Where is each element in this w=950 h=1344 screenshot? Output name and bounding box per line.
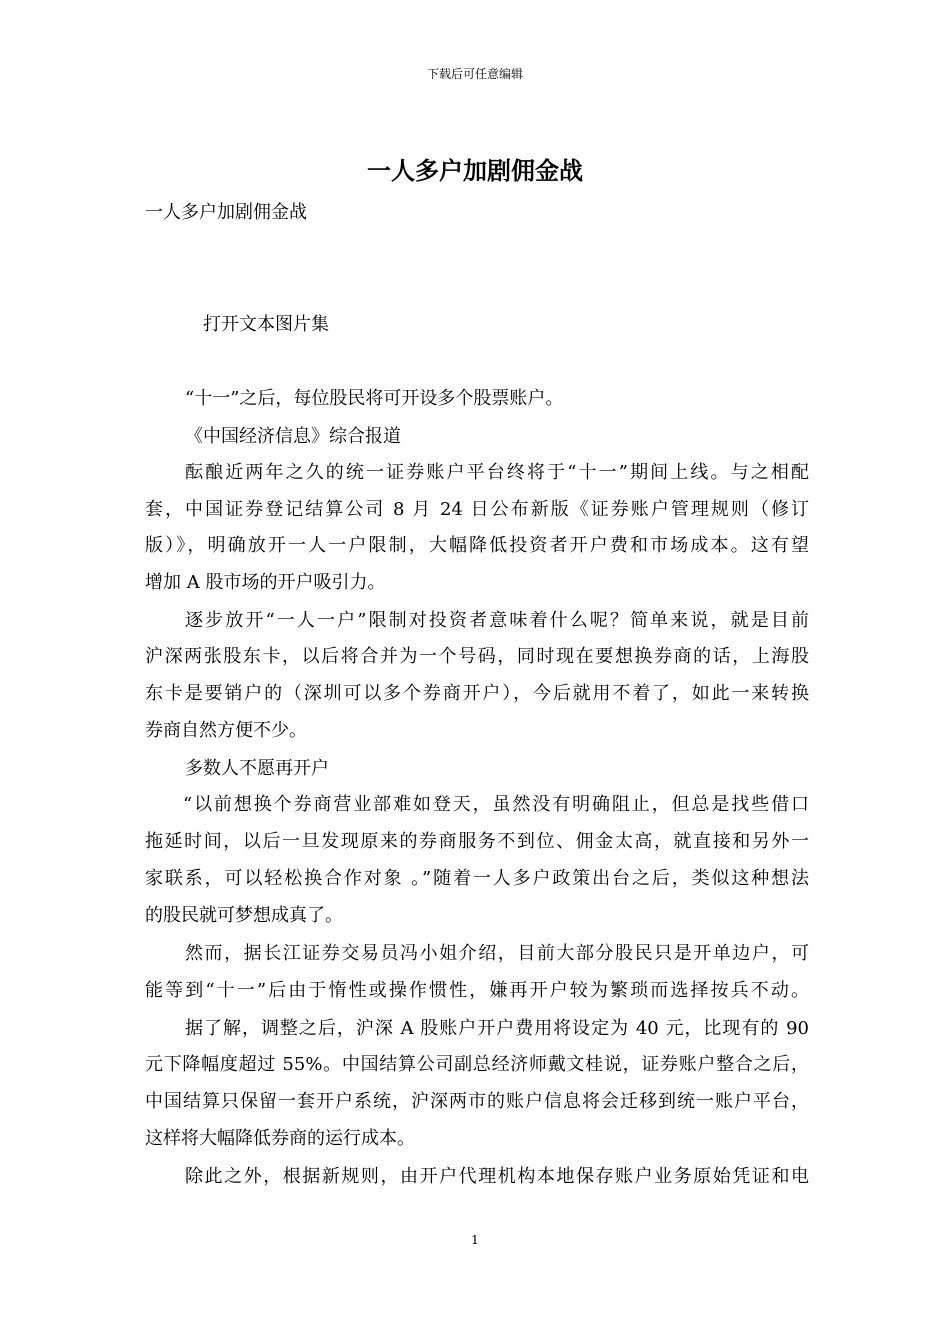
document-title: 一人多户加剧佣金战 <box>367 156 583 185</box>
paragraph-line: 元下降幅度超过 55%。中国结算公司副总经济师戴文桂说，证券账户整合之后， <box>145 1054 809 1075</box>
paragraph-line: 然而，据长江证券交易员冯小姐介绍，目前大部分股民只是开单边户，可 <box>185 943 809 964</box>
subtitle: 一人多户加剧佣金战 <box>145 202 307 223</box>
gallery-link[interactable]: 打开文本图片集 <box>203 314 329 335</box>
paragraph-line: 券商自然方便不少。 <box>145 720 307 741</box>
page-number: 1 <box>471 1233 479 1247</box>
paragraph-line: “十一”之后，每位股民将可开设多个股票账户。 <box>185 388 564 409</box>
paragraph-line: 这样将大幅降低券商的运行成本。 <box>145 1128 415 1149</box>
paragraph-line: 据了解，调整之后，沪深 A 股账户开户费用将设定为 40 元，比现有的 90 <box>185 1018 809 1039</box>
paragraph-line: 中国结算只保留一套开户系统，沪深两市的账户信息将会迁移到统一账户平台， <box>145 1091 809 1112</box>
paragraph-line: 东卡是要销户的（深圳可以多个券商开户），今后就用不着了，如此一来转换 <box>145 683 809 704</box>
paragraph-line: 增加 A 股市场的开户吸引力。 <box>145 572 386 593</box>
paragraph-line: 《中国经济信息》综合报道 <box>185 426 401 447</box>
paragraph-line: 家联系，可以轻松换合作对象 。”随着一人多户政策出台之后，类似这种想法 <box>145 868 809 889</box>
paragraph-line: 能等到“十一”后由于惰性或操作惯性，嫌再开户较为繁琐而选择按兵不动。 <box>145 980 809 1001</box>
paragraph-line: 除此之外，根据新规则，由开户代理机构本地保存账户业务原始凭证和电 <box>185 1166 809 1187</box>
paragraph-line: 套，中国证券登记结算公司 8 月 24 日公布新版《证券账户管理规则（修订 <box>145 499 809 520</box>
paragraph-line: 的股民就可梦想成真了。 <box>145 905 343 926</box>
paragraph-line: 拖延时间，以后一旦发现原来的券商服务不到位、佣金太高，就直接和另外一 <box>145 831 809 852</box>
page-header: 下载后可任意编辑 <box>426 67 523 81</box>
paragraph-line: 逐步放开“一人一户”限制对投资者意味着什么呢？简单来说，就是目前 <box>185 610 809 631</box>
paragraph-line: 沪深两张股东卡，以后将合并为一个号码，同时现在要想换券商的话，上海股 <box>145 646 809 667</box>
paragraph-line: 版）》，明确放开一人一户限制，大幅降低投资者开户费和市场成本。这有望 <box>145 535 809 556</box>
paragraph-line: “以前想换个券商营业部难如登天，虽然没有明确阻止，但总是找些借口 <box>183 794 809 815</box>
section-heading: 多数人不愿再开户 <box>185 758 329 779</box>
paragraph-line: 酝酿近两年之久的统一证券账户平台终将于“十一”期间上线。与之相配 <box>185 462 809 483</box>
